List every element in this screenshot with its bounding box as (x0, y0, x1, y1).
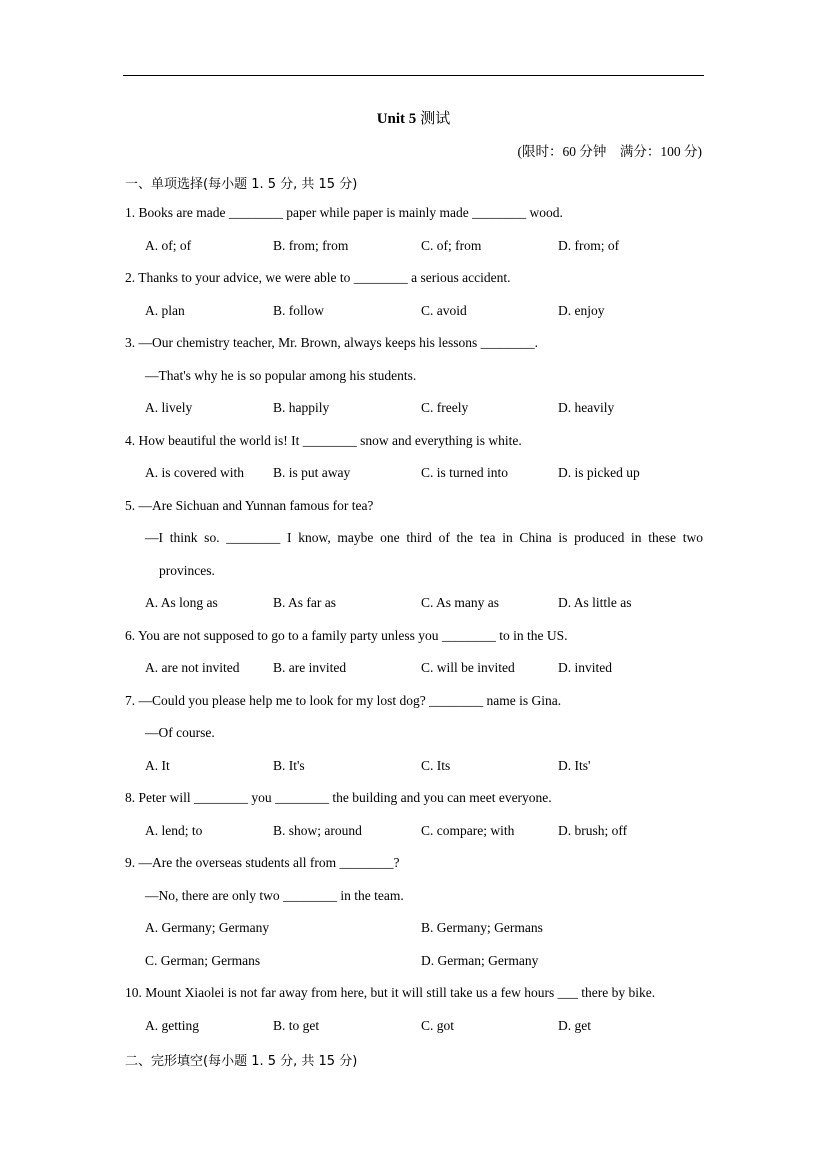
q1-option-a: A. of; of (145, 238, 192, 253)
page-title (0, 107, 827, 128)
q7-option-b: B. It's (273, 758, 305, 773)
q7-option-d: D. Its' (558, 758, 591, 773)
q2-option-a: A. plan (145, 303, 185, 318)
q6-option-c: C. will be invited (421, 660, 515, 675)
question-10: 10. Mount Xiaolei is not far away from here, but it will still take us a few hours ___ there by bike. (125, 985, 656, 1000)
q2-option-c: C. avoid (421, 303, 467, 318)
q7-option-c: C. Its (421, 758, 451, 773)
q2-option-d: D. enjoy (558, 303, 605, 318)
q3-option-d: D. heavily (558, 400, 615, 415)
q4-option-a: A. is covered with (145, 465, 244, 480)
section-heading-1: 一、单项选择(每小题 1. 5 分, 共 15 分) (125, 177, 358, 192)
q9-option-a: A. Germany; Germany (145, 920, 270, 935)
question-9: 9. —Are the overseas students all from ________? (125, 855, 400, 870)
question-7-reply: —Of course. (145, 725, 215, 740)
q4-option-d: D. is picked up (558, 465, 640, 480)
question-1: 1. Books are made ________ paper while paper is mainly made ________ wood. (125, 205, 563, 220)
q5-option-d: D. As little as (558, 595, 632, 610)
q1-option-b: B. from; from (273, 238, 349, 253)
q10-option-b: B. to get (273, 1018, 320, 1033)
q3-option-c: C. freely (421, 400, 469, 415)
q8-option-c: C. compare; with (421, 823, 515, 838)
exam-meta: (限时：60 分钟 满分：100 分) (517, 144, 702, 159)
question-3-reply: —That's why he is so popular among his students. (145, 368, 417, 383)
q9-option-c: C. German; Germans (145, 953, 261, 968)
q3-option-a: A. lively (145, 400, 193, 415)
question-5-reply-cont: provinces. (159, 563, 215, 578)
question-4: 4. How beautiful the world is! It ________ snow and everything is white. (125, 433, 522, 448)
q7-option-a: A. It (145, 758, 170, 773)
q3-option-b: B. happily (273, 400, 330, 415)
q4-option-c: C. is turned into (421, 465, 508, 480)
q6-option-b: B. are invited (273, 660, 347, 675)
section-heading-2: 二、完形填空(每小题 1. 5 分, 共 15 分) (125, 1054, 358, 1069)
question-9-reply: —No, there are only two ________ in the team. (145, 888, 404, 903)
q4-option-b: B. is put away (273, 465, 351, 480)
q9-option-b: B. Germany; Germans (421, 920, 543, 935)
q5-option-a: A. As long as (145, 595, 218, 610)
q10-option-c: C. got (421, 1018, 455, 1033)
q8-option-b: B. show; around (273, 823, 362, 838)
question-8: 8. Peter will ________ you ________ the building and you can meet everyone. (125, 790, 552, 805)
q6-option-d: D. invited (558, 660, 612, 675)
q9-option-d: D. German; Germany (421, 953, 539, 968)
question-5-reply: —I think so. ________ I know, maybe one third of the tea in China is produced in these two (145, 530, 703, 545)
q1-option-c: C. of; from (421, 238, 482, 253)
title-en: Unit 5 (376, 111, 417, 127)
q10-option-d: D. get (558, 1018, 591, 1033)
question-6: 6. You are not supposed to go to a family party unless you ________ to in the US. (125, 628, 568, 643)
q1-option-d: D. from; of (558, 238, 620, 253)
q8-option-d: D. brush; off (558, 823, 628, 838)
question-7: 7. —Could you please help me to look for my lost dog? ________ name is Gina. (125, 693, 562, 708)
question-2: 2. Thanks to your advice, we were able to ________ a serious accident. (125, 270, 511, 285)
q10-option-a: A. getting (145, 1018, 199, 1033)
question-3: 3. —Our chemistry teacher, Mr. Brown, always keeps his lessons ________. (125, 335, 539, 350)
q2-option-b: B. follow (273, 303, 325, 318)
question-5: 5. —Are Sichuan and Yunnan famous for tea? (125, 498, 374, 513)
header-rule (123, 75, 704, 76)
title-cn: 测试 (420, 111, 451, 127)
q8-option-a: A. lend; to (145, 823, 203, 838)
q5-option-b: B. As far as (273, 595, 336, 610)
q5-option-c: C. As many as (421, 595, 500, 610)
q6-option-a: A. are not invited (145, 660, 240, 675)
